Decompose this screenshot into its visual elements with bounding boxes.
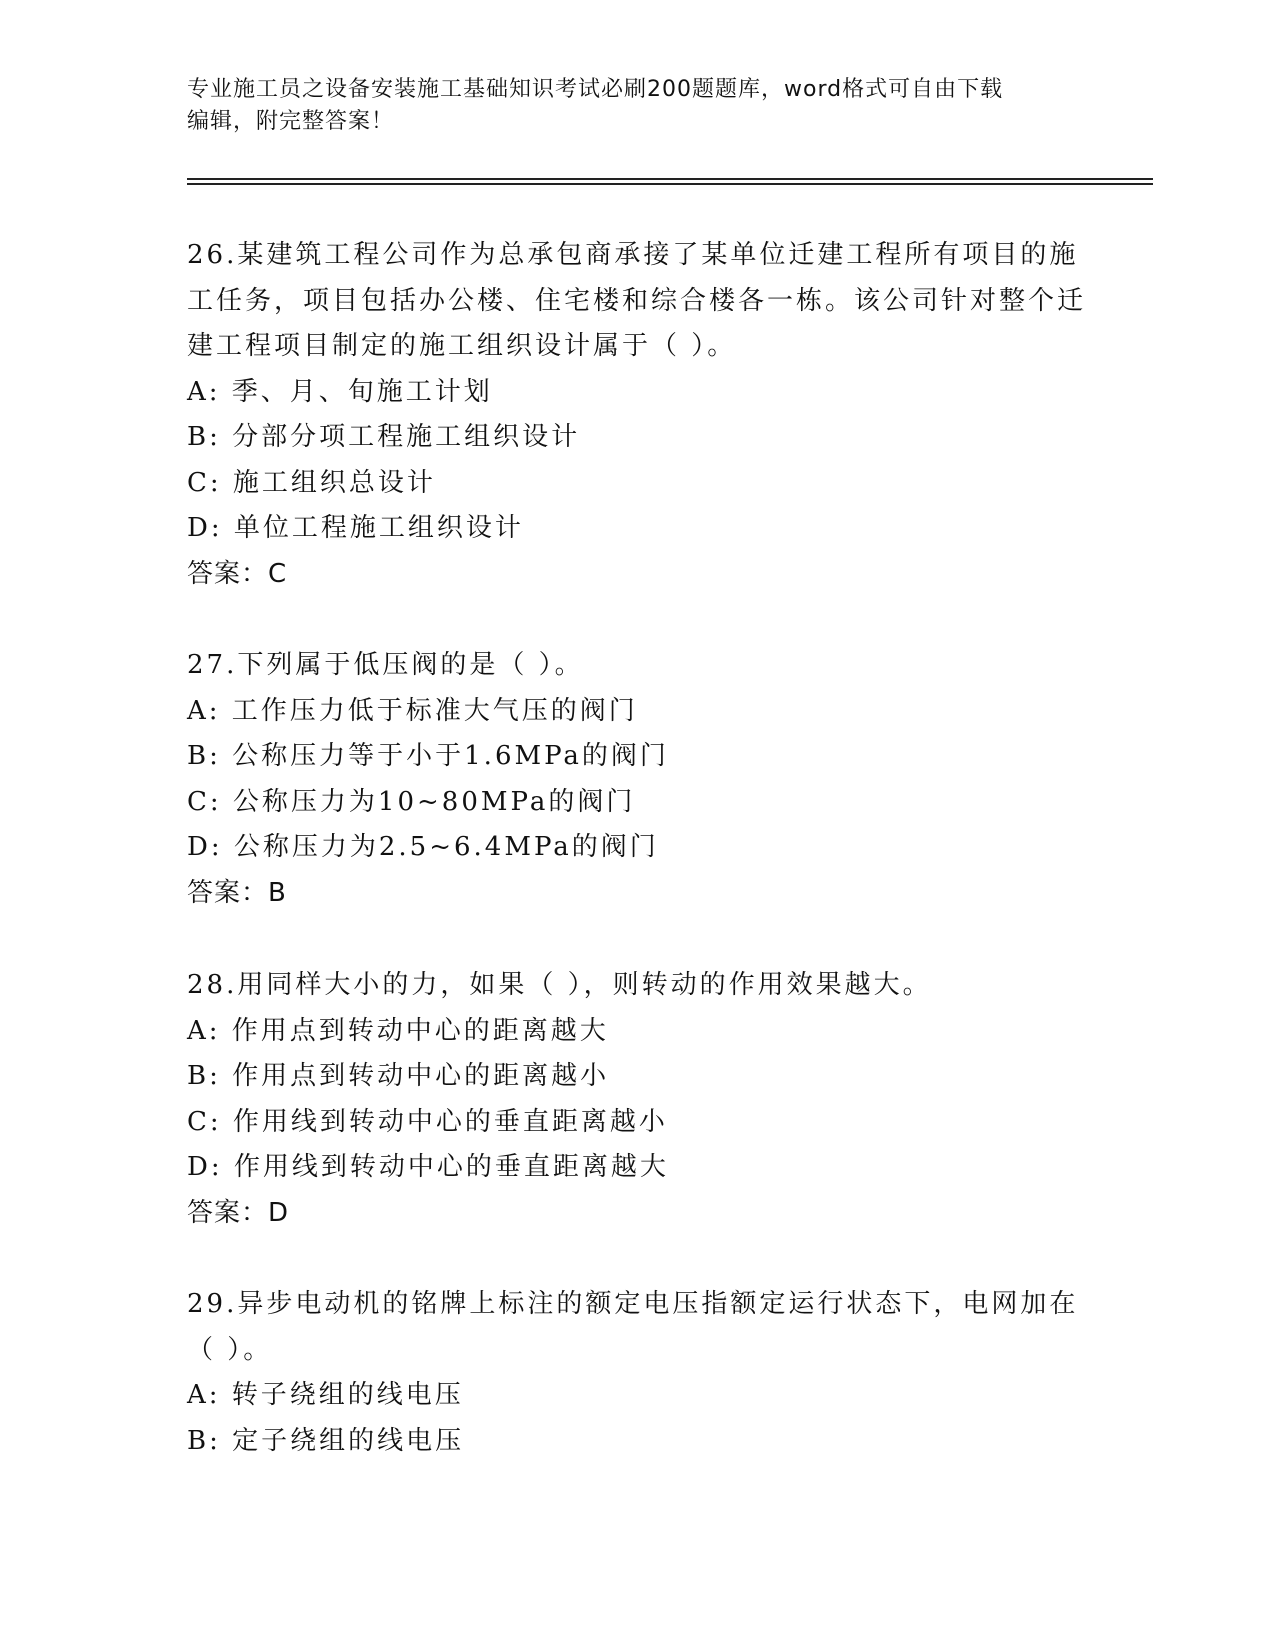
question-28 [187,963,1087,1236]
header-line-2: 编辑，附完整答案！ [187,109,395,134]
question-stem: 28.用同样大小的力，如果（ ），则转动的作用效果越大。 [187,970,932,1000]
question-stem: 27.下列属于低压阀的是（ ）。 [187,650,584,680]
option-b: B: 作用点到转动中心的距离越小 [187,1061,610,1091]
header-divider-bottom [187,183,1153,185]
option-a: A: 季、月、旬施工计划 [187,376,493,407]
question-stem: 29.异步电动机的铭牌上标注的额定电压指额定运行状态下，电网加在（ ）。 [187,1289,1079,1365]
answer: 答案：C [187,558,288,589]
question-27 [187,643,1087,916]
option-b: B: 分部分项工程施工组织设计 [187,422,581,452]
option-a: A: 转子绕组的线电压 [187,1380,464,1410]
option-b: B: 公称压力等于小于1.6MPa的阀门 [187,741,669,771]
question-26 [187,233,1087,597]
header-line-1: 专业施工员之设备安装施工基础知识考试必刷200题题库，word格式可自由下载 [187,77,1004,102]
option-d: D: 单位工程施工组织设计 [187,513,524,543]
answer: 答案：D [187,1197,290,1228]
option-d: D: 作用线到转动中心的垂直距离越大 [187,1152,669,1182]
question-29 [187,1282,1087,1464]
option-c: C: 公称压力为10~80MPa的阀门 [187,786,636,817]
option-a: A: 工作压力低于标准大气压的阀门 [187,695,638,726]
option-b: B: 定子绕组的线电压 [187,1425,465,1456]
answer: 答案：B [187,877,287,908]
option-c: C: 施工组织总设计 [187,467,436,498]
option-c: C: 作用线到转动中心的垂直距离越小 [187,1106,668,1137]
question-stem: 26.某建筑工程公司作为总承包商承接了某单位迁建工程所有项目的施工任务，项目包括办公楼、住宅楼和综合楼各一栋。该公司针对整个迁建工程项目制定的施工组织设计属于（ ）。 [187,240,1087,361]
option-a: A: 作用点到转动中心的距离越大 [187,1015,609,1046]
document-header [187,74,1087,138]
header-divider-top [187,178,1153,180]
option-d: D: 公称压力为2.5~6.4MPa的阀门 [187,832,659,862]
